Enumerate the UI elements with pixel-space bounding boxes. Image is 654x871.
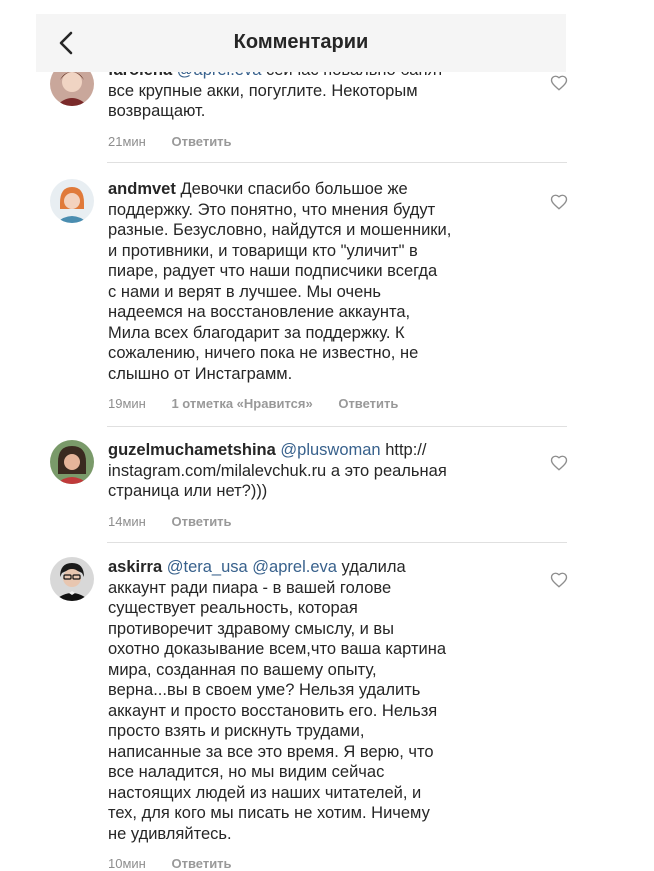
comment-time: 10мин [108, 856, 146, 871]
avatar[interactable] [50, 557, 94, 601]
avatar[interactable] [50, 179, 94, 223]
divider [107, 426, 567, 427]
comment-username[interactable]: andmvet [108, 180, 176, 198]
heart-icon[interactable] [550, 74, 568, 92]
comment-meta [108, 856, 508, 871]
comment-body [108, 60, 508, 149]
comment-meta [108, 396, 508, 411]
comment-meta [108, 514, 508, 529]
comment-body [108, 557, 508, 871]
comment-time: 14мин [108, 513, 146, 529]
comment-meta [108, 134, 508, 149]
likes-count-link[interactable]: 1 отметка «Нравится» [171, 396, 313, 411]
comment-mention[interactable]: @pluswoman [280, 441, 381, 459]
comment-body [108, 179, 508, 411]
avatar[interactable] [50, 440, 94, 484]
comment-mention[interactable]: @tera_usa [166, 558, 248, 576]
header-bar [36, 14, 566, 72]
comment-text: все крупные акки, погуглите. Некоторым возвращают. [108, 60, 508, 122]
comment-time: 21мин [108, 133, 146, 149]
reply-button[interactable]: Ответить [171, 133, 232, 149]
comment-body [108, 440, 508, 529]
divider [107, 542, 567, 543]
comment-text: askirra @tera_usa @aprel.eva удалила аккаунт ради пиара - в вашей голове существует реальность, которая противоречит здравому смыслу, и вы охотно доказывание всем,что ваша картина мира, созданная по вашему опыту, верна...вы в своем уме? Нельзя удалить аккаунт и просто восстановить его. Нельзя просто взять и рискнуть трудами, написанные за все это время. Я верю, что все наладится, но мы видим сейчас настоящих людей из наших читателей, и тех, для кого мы писать не хотим. Ничему не удивляйтесь. [108, 558, 447, 843]
heart-icon[interactable] [550, 454, 568, 472]
divider [107, 162, 567, 163]
comment-time: 19мин [108, 396, 146, 411]
reply-button[interactable]: Ответить [171, 856, 232, 871]
comment-username[interactable]: guzelmuchametshina [108, 441, 276, 459]
heart-icon[interactable] [550, 193, 568, 211]
reply-button[interactable]: Ответить [338, 396, 399, 411]
comment-text: andmvet Девочки спасибо большое же поддержку. Это понятно, что мнения будут разные. Безусловно, найдутся и мошенники, и противники, и товарищи кто "уличит" в пиаре, радует что наши подписчики всегда с нами и верят в лучшее. Мы очень надеемся на восстановление аккаунта, Мила всех благодарит за поддержку. К сожалению, ничего пока не известно, не слышно от Инстаграмм. [108, 180, 452, 383]
heart-icon[interactable] [550, 571, 568, 589]
comment-username[interactable]: askirra [108, 558, 163, 576]
comment-mention[interactable]: @aprel.eva [252, 558, 337, 576]
reply-button[interactable]: Ответить [171, 513, 232, 529]
page-title: Комментарии [233, 31, 369, 53]
comment-text: guzelmuchametshina @pluswoman http:// instagram.com/milalevchuk.ru а это реальная страница или нет?))) [108, 441, 447, 500]
